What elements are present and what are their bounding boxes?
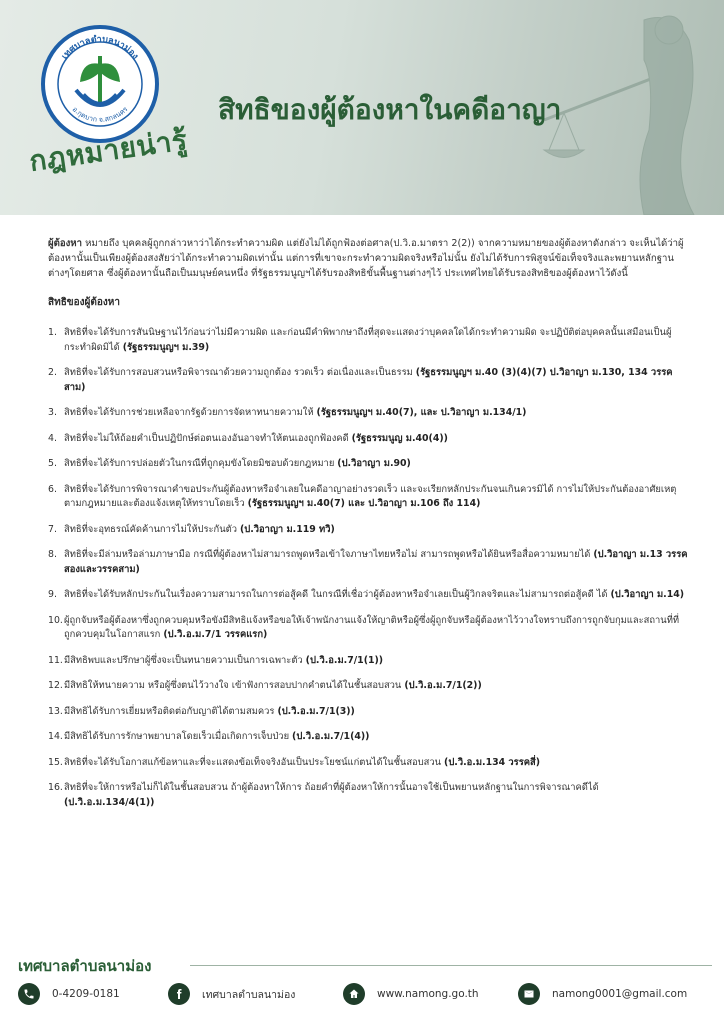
- right-item: [48, 730, 688, 745]
- legal-reference: (ป.วิ.อ.ม.7/1(3)): [277, 705, 355, 717]
- right-number: 9.: [48, 589, 57, 600]
- contact-facebook[interactable]: [168, 982, 295, 1006]
- right-item: [48, 705, 688, 720]
- right-number: 2.: [48, 367, 57, 378]
- right-number: 13.: [48, 705, 63, 717]
- right-item: [48, 588, 688, 603]
- footer-org-name: เทศบาลตำบลนาม่อง: [18, 957, 152, 975]
- right-item: [48, 614, 688, 643]
- legal-reference: (ป.วิอาญา ม.119 ทวิ): [239, 523, 335, 535]
- right-text: [64, 432, 688, 447]
- right-text: [64, 457, 688, 472]
- right-text: [64, 523, 688, 538]
- right-item: [48, 483, 688, 512]
- right-text: [64, 588, 688, 603]
- legal-reference: (ป.วิ.อ.ม.7/1(4)): [292, 731, 370, 742]
- right-item: [48, 457, 688, 472]
- brand-tagline: กฎหมายน่ารู้: [27, 123, 190, 178]
- right-item: [48, 781, 688, 810]
- right-description: มีสิทธิพบและปรึกษาผู้ซึ่งจะเป็นทนายความเป็นการเฉพาะตัว: [64, 654, 306, 666]
- right-number: 7.: [48, 523, 57, 535]
- right-text: [64, 366, 688, 395]
- facebook-name: เทศบาลตำบลนาม่อง: [202, 988, 296, 1001]
- right-description: สิทธิที่จะได้รับหลักประกันในเรื่องความสามารถในการต่อสู้คดี ในกรณีที่เชื่อว่าผู้ต้องหาหรือจำเลยเป็นผู้วิกลจริตและไม่สามารถต่อสู้คดี ได้: [64, 589, 611, 600]
- home-icon: [343, 983, 365, 1005]
- intro-paragraph: [48, 236, 688, 281]
- document-body: [48, 236, 688, 821]
- seal-text-bottom: อ.กุดบาก จ.สกลนคร: [70, 105, 130, 124]
- legal-reference: (ป.วิอาญา ม.90): [337, 458, 411, 469]
- right-number: 4.: [48, 432, 57, 444]
- right-text: [64, 548, 688, 577]
- legal-reference: (ป.วิ.อ.ม.134/4(1)): [64, 796, 155, 808]
- right-item: [48, 548, 688, 577]
- legal-reference: (รัฐธรรมนูญฯ ม.40 (3)(4)(7) ป.วิอาญา ม.130, 134 วรรคสาม): [64, 367, 673, 393]
- right-description: สิทธิที่จะให้การหรือไม่ก็ได้ในชั้นสอบสวน ถ้าผู้ต้องหาให้การ ถ้อยคำที่ผู้ต้องหาให้การนั้นอาจใช้เป็นพยานหลักฐานในการพิจารณาคดีได้: [64, 782, 599, 793]
- email-address: namong0001@gmail.com: [552, 988, 688, 1000]
- section-title: สิทธิของผู้ต้องหา: [48, 297, 120, 308]
- facebook-icon: [168, 983, 190, 1005]
- legal-reference: (รัฐธรรมนูญฯ ม.40(7), และ ป.วิอาญา ม.134/1): [316, 407, 527, 418]
- right-text: [64, 705, 688, 720]
- phone-number: 0-4209-0181: [52, 988, 120, 1000]
- rights-list: [48, 326, 688, 810]
- right-text: [64, 406, 688, 421]
- right-description: สิทธิที่จะอุทธรณ์คัดค้านการไม่ให้ประกันตัว: [64, 523, 240, 535]
- legal-reference: (รัฐธรรมนูญ ม.40(4)): [351, 432, 448, 444]
- right-text: [64, 730, 688, 745]
- right-description: สิทธิที่จะได้รับการสอบสวนหรือพิจารณาด้วยความถูกต้อง รวดเร็ว ต่อเนื่องและเป็นธรรม: [64, 367, 416, 378]
- contact-email[interactable]: [518, 982, 687, 1006]
- right-text: [64, 654, 688, 669]
- right-item: [48, 366, 688, 395]
- right-item: [48, 654, 688, 669]
- right-item: [48, 406, 688, 421]
- right-number: 5.: [48, 458, 57, 469]
- right-text: [64, 679, 688, 694]
- right-text: [64, 326, 688, 355]
- right-number: 1.: [48, 327, 57, 338]
- right-text: [64, 781, 688, 810]
- right-number: 3.: [48, 407, 57, 418]
- legal-reference: (รัฐธรรมนูญฯ ม.40(7) และ ป.วิอาญา ม.106 ถึง 114): [247, 498, 481, 509]
- right-item: [48, 756, 688, 771]
- right-description: สิทธิที่จะได้รับการปล่อยตัวในกรณีที่ถูกคุมขังโดยมิชอบด้วยกฎหมาย: [64, 458, 338, 469]
- right-text: [64, 756, 688, 771]
- right-number: 11.: [48, 654, 63, 666]
- legal-reference: (รัฐธรรมนูญฯ ม.39): [122, 341, 210, 353]
- intro-text: หมายถึง บุคคลผู้ถูกกล่าวหาว่าได้กระทำความผิด แต่ยังไม่ได้ถูกฟ้องต่อศาล(ป.วิ.อ.มาตรา 2(2)) จากความหมายของผู้ต้องหาดังกล่าว จะเห็นได้ว่าผู้ต้องหานั้นเป็นเพียงผู้ต้องสงสัยว่าได้กระทำความผิดเท่านั้น แต่การที่เขาจะกระทำความผิดจริงหรือไม่นั้น ยังไม่ได้รับการพิสูจน์ข้อเท็จจริงและพยานหลักฐานต่างๆโดยศาล ซึ่งผู้ต้องหานั้นถือเป็นมนุษย์คนหนึ่ง ที่รัฐธรรมนูญฯได้รับรองสิทธิขั้นพื้นฐานต่างๆไว้ ประเทศไทยได้รับรองสิทธิของผู้ต้องหาไว้ดังนี้: [48, 238, 684, 279]
- right-item: [48, 679, 688, 694]
- contact-website[interactable]: [343, 982, 479, 1006]
- seal-text-top: เทศบาลตำบลนาม่อง: [60, 34, 140, 62]
- contact-row: [18, 982, 708, 1006]
- legal-reference: (ป.วิ.อ.ม.134 วรรคสี่): [444, 756, 541, 768]
- right-description: มีสิทธิได้รับการเยี่ยมหรือติดต่อกับญาติได้ตามสมควร: [64, 705, 278, 717]
- email-icon: [518, 983, 540, 1005]
- right-number: 8.: [48, 549, 57, 560]
- legal-reference: (ป.วิ.อ.ม.7/1(1)): [305, 654, 384, 666]
- right-description: ผู้ถูกจับหรือผู้ต้องหาซึ่งถูกควบคุมหรือขังมีสิทธิแจ้งหรือขอให้เจ้าพนักงานแจ้งให้ญาติหรือผู้ซึ่งผู้ถูกจับหรือผู้ต้องหาไว้วางใจทราบถึงการถูกจับกุมและสถานที่ที่ถูกควบคุมในโอกาสแรก: [64, 614, 680, 640]
- legal-reference: (ป.วิอาญา ม.14): [610, 589, 685, 600]
- right-description: สิทธิที่จะได้รับการสันนิษฐานไว้ก่อนว่าไม่มีความผิด และก่อนมีคำพิพากษาถึงที่สุดจะแสดงว่าบุคคลใดได้กระทำความผิด จะปฏิบัติต่อบุคคลนั้นเสมือนเป็นผู้กระทำผิดมิได้: [64, 327, 672, 353]
- legal-reference: (ป.วิ.อ.ม.7/1 วรรคแรก): [163, 629, 268, 640]
- right-number: 6.: [48, 483, 57, 495]
- phone-icon: [18, 983, 40, 1005]
- right-number: 16.: [48, 782, 63, 793]
- right-description: สิทธิที่จะมีล่ามหรือล่ามภาษามือ กรณีที่ผู้ต้องหาไม่สามารถพูดหรือเข้าใจภาษาไทยหรือไม่ สามารถพูดหรือได้ยินหรือสื่อความหมายได้: [64, 549, 594, 560]
- right-description: มีสิทธิให้ทนายความ หรือผู้ซึ่งตนไว้วางใจ เข้าฟังการสอบปากคำตนได้ในชั้นสอบสวน: [64, 680, 405, 691]
- right-description: สิทธิที่จะได้รับการพิจารณาคำขอประกันผู้ต้องหาหรือจำเลยในคดีอาญาอย่างรวดเร็ว และจะเรียกหลักประกันจนเกินควรมิได้ การไม่ให้ประกันต้องอาศัยเหตุตามกฎหมายและต้องแจ้งเหตุให้ทราบโดยเร็ว: [64, 483, 677, 509]
- right-text: [64, 483, 688, 512]
- footer: [0, 946, 724, 1024]
- legal-reference: (ป.วิอาญา ม.13 วรรคสองและวรรคสาม): [64, 549, 688, 575]
- right-description: สิทธิที่จะได้รับโอกาสแก้ข้อหาและที่จะแสดงข้อเท็จจริงอันเป็นประโยชน์แก่ตนได้ในชั้นสอบสวน: [64, 756, 445, 768]
- page-title: สิทธิของผู้ต้องหาในคดีอาญา: [218, 93, 562, 126]
- right-description: สิทธิที่จะได้รับการช่วยเหลือจากรัฐด้วยการจัดหาทนายความให้: [64, 407, 317, 418]
- contact-phone[interactable]: [18, 982, 120, 1006]
- legal-reference: (ป.วิ.อ.ม.7/1(2)): [404, 680, 482, 691]
- right-number: 15.: [48, 756, 63, 768]
- right-item: [48, 326, 688, 355]
- right-number: 14.: [48, 731, 63, 742]
- right-item: [48, 523, 688, 538]
- right-number: 12.: [48, 680, 63, 691]
- right-item: [48, 432, 688, 447]
- right-text: [64, 614, 688, 643]
- header-banner: [0, 0, 724, 215]
- right-description: มีสิทธิได้รับการรักษาพยาบาลโดยเร็วเมื่อเกิดการเจ็บป่วย: [64, 731, 293, 742]
- right-description: สิทธิที่จะไม่ให้ถ้อยคำเป็นปฏิปักษ์ต่อตนเองอันอาจทำให้ตนเองถูกฟ้องคดี: [64, 432, 352, 444]
- footer-divider: [190, 965, 712, 966]
- website-url: www.namong.go.th: [377, 988, 479, 1000]
- right-number: 10.: [48, 614, 63, 626]
- intro-term: ผู้ต้องหา: [48, 238, 83, 249]
